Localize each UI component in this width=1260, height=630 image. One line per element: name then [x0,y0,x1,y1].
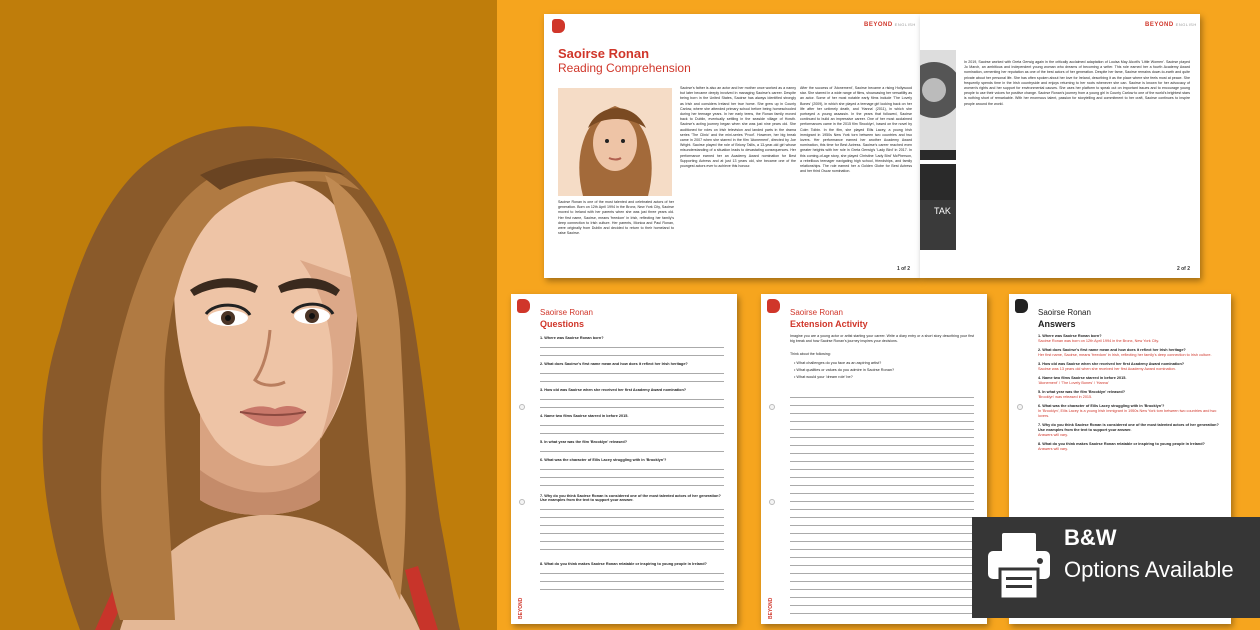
extension-think: Think about the following: [790,352,831,356]
question-item: 6. What was the character of Eilis Lacey struggling with in 'Brooklyn'? [540,458,724,494]
writing-line [790,574,974,582]
reading-column-1: Saoirse's father is also an actor and her mother once worked as a nanny but later became deeply involved in managing Saoirse's career. Despite being born in the United States, Saoirse has always identified strongly as Irish and considers Ireland her true home. She grew up in County Carlow, where she attended primary school before being homeschooled during her teenage years. In her early teens, the Ronan family moved back to Dublin, eventually settling in the seaside village of Howth. Saoirse's acting journey began when she was just nine years old. She auditioned for roles on Irish television and landed parts in the drama series 'The Clinic' and the mini-series 'Proof'. However, her big break came in 2007 when she starred in the film 'Atonement', directed by Joe Wright. Saoirse played the role of Briony Tallis, a 13-year-old girl whose misunderstanding of a situation leads to devastating consequences. Her performance earned her an Academy Award nomination for Best Supporting Actress and at just 13 years old, she became one of the youngest actors ever to achieve this honour. [680,86,796,169]
bullet-item: • What challenges do you face as an aspiring artist? [794,361,882,365]
reading-column-2: After the success of 'Atonement', Saoirse became a rising Hollywood star. She starred in a wide range of films, showcasing her versatility as an actor. Some of her most notable early films include 'The Lovely Bones' (2009), in which she played a teenage girl looking back on her life after her untimely death, and 'Hanna' (2011), in which she portrayed a young assassin. In the years that followed, Saoirse continued to build an impressive career. One of her most acclaimed performances came in the 2015 film 'Brooklyn', based on the novel by Colm Toibin. In the film, she played Eilis Lacey, a young Irish immigrant in 1950s New York torn between two countries and two lovers. Her performance earned her another Academy Award nomination, this time for Best Actress. Saoirse's career reached even greater heights with her role in Greta Gerwig's 'Lady Bird' in 2017. In this coming-of-age story, she played Christine 'Lady Bird' McPherson, a rebellious teenager navigating high school, friendships, and family relationships. The role earned her a Golden Globe for Best Actress and her third Oscar nomination. [800,86,912,174]
questions-list [540,336,724,602]
printer-icon [986,531,1052,601]
writing-line [790,422,974,430]
writing-line [790,430,974,438]
brand-logo [552,19,565,33]
writing-line [790,526,974,534]
writing-line [790,566,974,574]
writing-line [790,534,974,542]
questions-title: Saoirse Ronan [540,308,593,317]
answers-subtitle: Answers [1038,319,1076,329]
writing-lines[interactable] [790,390,974,614]
answer-item: 8. What do you think makes Saoirse Ronan relatable or inspiring to young people in Ireland? Answers will vary. [1038,442,1205,451]
writing-line [790,478,974,486]
writing-line [790,606,974,614]
answer-item: 1. Where was Saoirse Ronan born? Saoirse Ronan was born on 12th April 1994 in the Bronx, New York City. [1038,334,1160,343]
brand-logo [517,299,530,313]
writing-line [790,598,974,606]
writing-line [790,398,974,406]
questions-worksheet[interactable] [511,294,737,624]
bw-subtitle: Options Available [1064,557,1234,582]
writing-line [790,590,974,598]
brand-logo [767,299,780,313]
extension-title: Saoirse Ronan [790,308,843,317]
writing-line [790,518,974,526]
bw-options-badge[interactable] [972,517,1260,618]
writing-line [790,558,974,566]
writing-line [790,486,974,494]
reading-subtitle: Reading Comprehension [558,61,691,75]
writing-line [790,510,974,518]
punch-hole [769,499,775,505]
writing-line [790,582,974,590]
brand-vertical: BEYOND [768,597,774,619]
answers-list [1038,334,1222,456]
reading-page-2[interactable] [920,14,1200,278]
extension-bullets [794,360,974,381]
reading-title: Saoirse Ronan [558,46,650,61]
clapperboard-text: TAK [934,206,951,216]
portrait-illustration [0,0,497,630]
writing-line [790,462,974,470]
answer-item: 3. How old was Saoirse when she received her first Academy Award nomination? Saoirse was 13 years old when she received her first Academy Award nomination. [1038,362,1185,371]
question-item: 2. What does Saoirse's first name mean and how does it reflect her Irish heritage? [540,362,724,388]
writing-line [790,446,974,454]
question-item: 1. Where was Saoirse Ronan born? [540,336,724,362]
brand-logo [1015,299,1028,313]
reading-page-1[interactable] [544,14,920,278]
reading-portrait-image [558,88,672,196]
bw-title: B&W [1064,525,1117,550]
film-reel-image [920,50,956,250]
writing-line [790,414,974,422]
extension-worksheet[interactable] [761,294,987,624]
extension-intro: Imagine you are a young actor or artist starting your career. Write a diary entry or a short story describing your first big break and how Saoirse Ronan's journey inspires your decisions. [790,334,974,344]
answer-item: 4. Name two films Saoirse starred in before 2015. 'Atonement' / 'The Lovely Bones' / 'Hanna' [1038,376,1127,385]
answer-item: 6. What was the character of Eilis Lacey struggling with in 'Brooklyn'? In 'Brooklyn', Eilis Lacey is a young Irish immigrant in 1950s New York torn between two countries and two lovers. [1038,404,1217,418]
writing-line [790,438,974,446]
writing-line [790,494,974,502]
punch-hole [769,404,775,410]
saoirse-portrait [0,0,497,630]
writing-line [790,470,974,478]
writing-line [790,390,974,398]
writing-line [790,406,974,414]
punch-hole [1017,404,1023,410]
page-number: 2 of 2 [1176,266,1190,272]
writing-line [790,550,974,558]
answers-title: Saoirse Ronan [1038,308,1091,317]
question-item: 4. Name two films Saoirse starred in before 2015. [540,414,724,440]
punch-hole [519,499,525,505]
brand-vertical: BEYOND [518,597,524,619]
writing-line [790,542,974,550]
reading-column-3: In 2019, Saoirse worked with Greta Gerwig again in the critically acclaimed adaptation of Louisa May Alcott's 'Little Women'. Saoirse played Jo March, an ambitious and independent young woman who dreams of becoming a writer. This role earned her a fourth Academy Award nomination, cementing her reputation as one of the best actors of her generation. Despite her fame, Saoirse remains down-to-earth and quite private about her personal life. She has often spoken about her love for Ireland, describing it as the place where she feels most at peace. She frequently spends time in the Irish countryside and enjoys returning to her roots whenever she can. Saoirse is known for her advocacy of women's rights and her support for environmental causes. She uses her platform to speak out on important issues and to encourage young people to use their voices for positive change. Saoirse Ronan's journey from a young girl in County Carlow to one of the world's brightest stars is nothing short of remarkable. With her enormous talent, passion for storytelling and commitment to her craft, Saoirse continues to inspire people around the world. [964,60,1190,106]
question-item: 7. Why do you think Saoirse Ronan is considered one of the most talented actors of her generation? Use examples from the text to support your answer. [540,494,724,562]
reading-intro-text: Saoirse Ronan is one of the most talented and celebrated actors of her generation. Born on 12th April 1994 in the Bronx, New York City, Saoirse moved to Ireland with her parents when she was just three years old. Her first name, Saoirse, means 'freedom' in Irish, reflecting her family's deep connection to Irish culture. Her parents, Monica and Paul Ronan, were originally from Dublin and decided to return to their homeland to raise Saoirse. [558,200,674,236]
writing-line [790,502,974,510]
answer-item: 7. Why do you think Saoirse Ronan is considered one of the most talented actors of her generation? Use examples from the text to support your answer. Answers will vary. [1038,423,1219,437]
brand-name: BEYOND ENGLISH [864,22,916,28]
questions-subtitle: Questions [540,319,585,329]
punch-hole [519,404,525,410]
bullet-item: • What qualities or values do you admire in Saoirse Ronan? [794,368,895,372]
brand-name: BEYOND ENGLISH [1145,22,1197,28]
question-item: 3. How old was Saoirse when she received her first Academy Award nomination? [540,388,724,414]
question-item: 8. What do you think makes Saoirse Ronan relatable or inspiring to young people in Ireland? [540,562,724,602]
answer-item: 5. In what year was the film 'Brooklyn' released? 'Brooklyn' was released in 2015. [1038,390,1126,399]
answer-item: 2. What does Saoirse's first name mean and how does it reflect her Irish heritage? Her first name, Saoirse, means 'freedom' in Irish, reflecting her family's deep connection to Irish culture. [1038,348,1212,357]
question-item: 5. In what year was the film 'Brooklyn' released? [540,440,724,458]
extension-subtitle: Extension Activity [790,319,868,329]
writing-line [790,454,974,462]
page-number: 1 of 2 [896,266,910,272]
bullet-item: • What would your 'dream role' be? [794,375,853,379]
